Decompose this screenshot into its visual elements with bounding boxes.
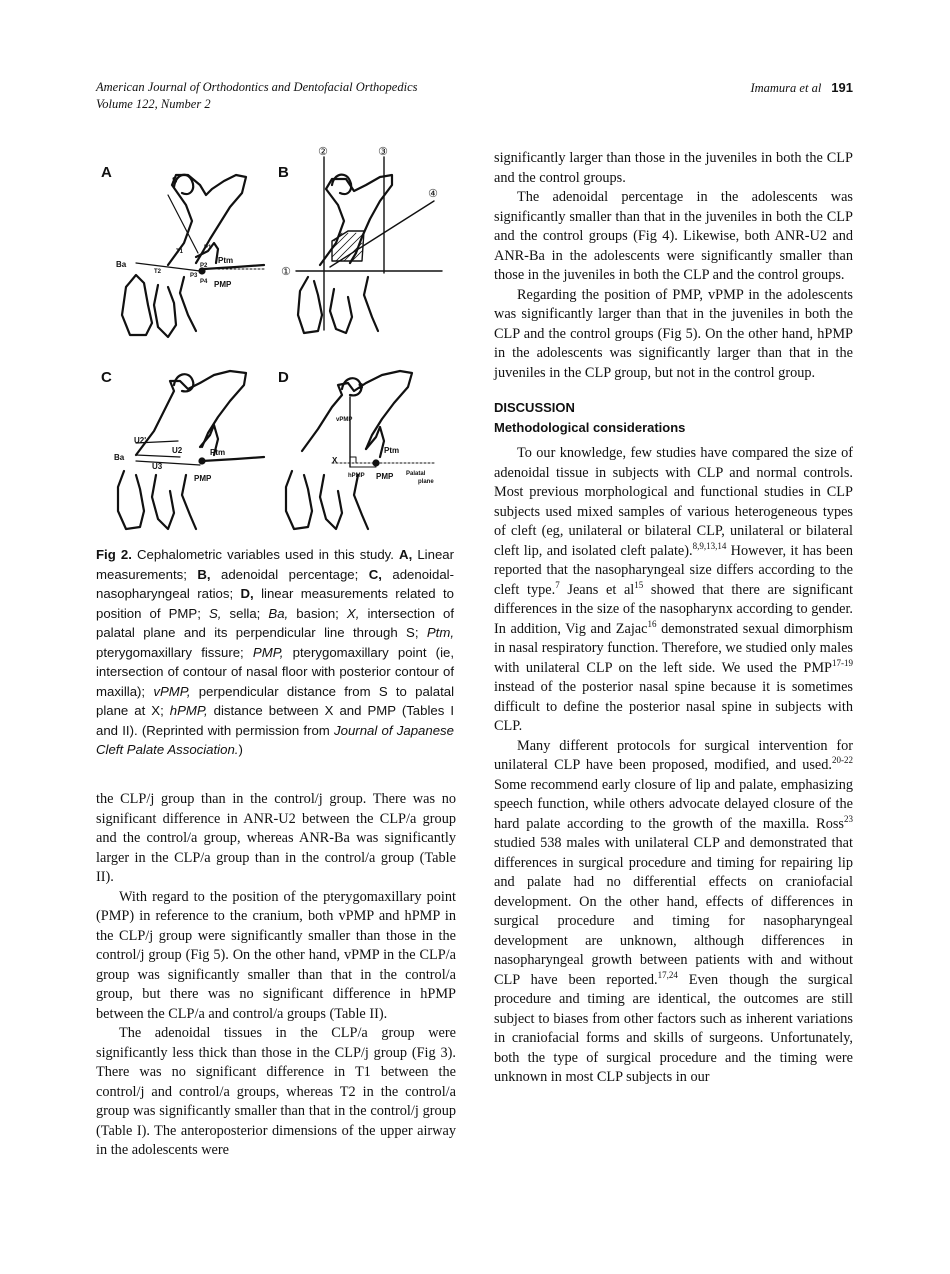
- paragraph: [96, 1024, 456, 1161]
- panel-a-label-p3: P3: [190, 273, 198, 279]
- paragraph: [494, 149, 853, 188]
- text-run: demonstrated sexual dimorphism in nasal respiratory function. Therefore, we studied only males with unilateral CLP on the left side. We used the PMP: [494, 620, 854, 676]
- caption-run: Ptm,: [426, 625, 454, 640]
- text-run: Even though the surgical procedure and timing are identical, the outcomes are still subject to biases from other factors such as inherent variations in craniofacial forms and skills of surgeons. Unfortunately, both the type of surgical procedure and the timing were unknown in most CLP subjects in our: [494, 971, 853, 1085]
- caption-run: adenoidal-nasopharyngeal ratios;: [96, 566, 454, 601]
- citation-superscript: 16: [647, 618, 657, 629]
- panel-c-letter: C: [101, 369, 112, 386]
- panel-a-vertebra-1: [122, 275, 152, 335]
- caption-body: [96, 547, 454, 757]
- panel-c-label-ptm: Ptm: [210, 448, 226, 457]
- caption-fig-label: Fig 2.: [96, 547, 132, 562]
- panel-c-pmp-point: [200, 459, 205, 464]
- caption-run: S,: [208, 605, 222, 621]
- text-run: the CLP/j group than in the control/j group. There was no significant difference in ANR-U2 between the CLP/a group and the control/a group, whereas ANR-Ba was significantly larger in the CLP/a group than in the control/a group (Table II).: [96, 791, 456, 885]
- caption-run: adenoidal percentage;: [210, 566, 369, 582]
- figure-2: [96, 145, 456, 540]
- panel-d-label-plane: plane: [418, 479, 434, 485]
- panel-d-cranial-base: [302, 371, 412, 451]
- panel-d-label-x: X: [332, 456, 338, 465]
- text-run: The adenoidal percentage in the adolescents was significantly smaller than that in the juveniles in both the CLP and the control groups (Fig 4). Likewise, both ANR-U2 and ANR-Ba in the adolescents were significantly smaller than those in the juveniles in both the CLP and the control groups.: [494, 189, 853, 283]
- text-run: Jeans et al: [559, 581, 635, 598]
- citation-superscript: 7: [555, 579, 560, 590]
- panel-b-letter: B: [278, 164, 289, 181]
- panel-b: [278, 146, 442, 333]
- caption-run: basion;: [288, 605, 347, 621]
- citation-superscript: 23: [844, 813, 853, 824]
- caption-run: Linear measurements;: [96, 547, 455, 582]
- panel-a-label-t1: T1: [176, 249, 184, 255]
- caption-run: Journal of Japanese Cleft Palate Association.: [96, 722, 454, 757]
- panel-d-label-ptm: Ptm: [384, 446, 400, 455]
- panel-c-vertebra-1: [118, 471, 144, 529]
- panel-a-pmp-point: [200, 269, 205, 274]
- panel-d-pharynx: [354, 475, 368, 529]
- right-column: [494, 149, 853, 1088]
- panel-a-label-ptm: Ptm: [218, 256, 234, 265]
- panel-a-vertebra-2: [154, 285, 176, 337]
- methodological-subheading: Methodological considerations: [494, 420, 686, 435]
- panel-c-palate: [202, 457, 264, 461]
- text-run: significantly larger than those in the juveniles in both the CLP and the control groups.: [494, 150, 853, 186]
- text-run: The adenoidal tissues in the CLP/a group were significantly less thick than those in the CLP/j group (Fig 3). There was no significant difference in T1 between the control/j and control/a groups, whereas T2 in the control/a group was significantly smaller than that in the control/j group (Table I). The anteroposterior dimensions of the upper airway in the adolescents were: [96, 1025, 456, 1158]
- caption-run: vPMP,: [153, 683, 191, 699]
- right-column-discussion: [494, 444, 853, 1088]
- text-run: Regarding the position of PMP, vPMP in the adolescents was significantly larger than that in the juveniles in both the CLP and the control groups (Fig 5). On the other hand, hPMP in the adolescents was significantly larger than that in the juveniles in the CLP group, but not in the control group.: [494, 286, 853, 381]
- panel-d-vertebra-1: [286, 471, 312, 529]
- text-run: instead of the posterior nasal spine because it is sometimes difficult to define the posterior nasal spine in subjects with CLP.: [494, 679, 853, 734]
- caption-run: B,: [197, 566, 211, 582]
- panel-a-label-p4: P4: [200, 279, 208, 285]
- panel-a-palate: [204, 265, 264, 269]
- panel-b-label-2: ②: [318, 146, 328, 158]
- panel-d-label-palatal: Palatal: [406, 471, 426, 477]
- right-column-results: [494, 149, 853, 383]
- panel-c-vertebra-2: [152, 475, 174, 529]
- paragraph: [494, 188, 853, 286]
- caption-run: hPMP,: [169, 703, 208, 718]
- panel-b-cranial-base: [320, 175, 392, 265]
- panel-c-u2-line: [136, 455, 180, 457]
- panel-c: [101, 369, 264, 529]
- panel-d-pmp-point: [374, 461, 379, 466]
- figure-caption: [96, 545, 454, 760]
- panel-a-label-p1: P1: [204, 245, 212, 251]
- caption-run: PMP,: [252, 644, 284, 660]
- cephalometric-figure: [96, 145, 456, 540]
- panel-d-right-angle: [350, 457, 356, 463]
- panel-b-label-1: ①: [281, 266, 291, 278]
- panel-d-label-vpmp: vPMP: [336, 417, 353, 423]
- caption-run: perpendicular distance from S to palatal plane at X;: [96, 683, 454, 718]
- header-authors: Imamura et al: [750, 81, 822, 95]
- caption-run: pterygomaxillary fissure;: [96, 644, 253, 660]
- panel-c-pharynx: [182, 475, 196, 529]
- caption-run: linear measurements related to position of PMP;: [96, 586, 454, 621]
- page-number: 191: [831, 80, 853, 95]
- panel-c-label-u2: U2: [172, 446, 183, 455]
- panel-b-pharynx: [364, 277, 378, 331]
- caption-run: sella;: [221, 605, 269, 621]
- caption-run: A,: [399, 547, 413, 562]
- citation-superscript: 17-19: [832, 657, 853, 668]
- panel-d-label-hpmp: hPMP: [348, 473, 365, 479]
- caption-run: ): [238, 742, 243, 757]
- citation-superscript: 20-22: [832, 755, 853, 766]
- caption-run: distance between X and PMP (Tables I and II). (Reprinted with permission from: [96, 703, 455, 738]
- text-run: However, it has been reported that the nasopharyngeal size differs according to the cleft type.: [494, 542, 853, 598]
- panel-b-vertebra-1: [298, 277, 322, 333]
- panel-b-vertebra-2: [330, 289, 352, 333]
- panel-c-label-ba: Ba: [114, 453, 125, 462]
- panel-a: [101, 164, 264, 337]
- text-run: Many different protocols for surgical intervention for unilateral CLP have been proposed, modified, and used.: [494, 737, 853, 773]
- caption-run: C,: [368, 566, 382, 582]
- text-run: Some recommend early closure of lip and palate, emphasizing speech function, while others advocate delayed closure of the hard palate according to the growth of the maxilla. Ross: [494, 776, 853, 832]
- caption-run: X,: [346, 605, 360, 621]
- paragraph: [494, 737, 853, 1088]
- caption-run: intersection of palatal plane and its perpendicular line through S;: [96, 605, 454, 640]
- panel-d: [278, 369, 436, 529]
- panel-a-label-s: S: [172, 176, 178, 185]
- panel-d-letter: D: [278, 369, 289, 386]
- caption-run: pterygomaxillary point (ie, intersection of contour of nasal floor with posterior contour of maxilla);: [96, 644, 454, 699]
- text-run: studied 538 males with unilateral CLP and demonstrated that differences in surgical procedure and timing for repairing lip and palate had no differential effects on craniofacial development. On the other hand, effects of differences in surgical procedure and timing for nasopharyngeal development are unknown, although differences in nasopharyngeal growth between patients with and without CLP have been reported.: [494, 835, 853, 988]
- panel-a-label-p2: P2: [200, 263, 208, 269]
- left-column: [96, 790, 456, 1161]
- panel-c-sella: [174, 374, 193, 391]
- panel-b-label-3: ③: [378, 146, 388, 158]
- panel-d-label-s: S: [358, 382, 364, 391]
- paragraph: [96, 888, 456, 1025]
- caption-run: D,: [240, 586, 254, 601]
- running-header-page: [750, 79, 853, 97]
- journal-title: American Journal of Orthodontics and Dentofacial Orthopedics: [96, 80, 418, 94]
- panel-c-label-u2-prime: U2': [134, 436, 147, 445]
- panel-d-label-pmp: PMP: [376, 472, 394, 481]
- panel-a-label-pmp: PMP: [214, 280, 232, 289]
- discussion-heading: DISCUSSION: [494, 400, 575, 415]
- panel-a-label-t2: T2: [154, 269, 162, 275]
- panel-c-label-pmp: PMP: [194, 474, 212, 483]
- panel-b-line-4: [330, 201, 434, 267]
- panel-a-pharynx: [180, 277, 196, 331]
- citation-superscript: 8,9,13,14: [692, 540, 727, 551]
- citation-superscript: 17,24: [657, 969, 678, 980]
- caption-run: Ba,: [268, 605, 289, 621]
- text-run: To our knowledge, few studies have compared the size of adenoidal tissue in subjects with CLP and normal controls. Most previous morphological and functional studies in CLP subjects used mixed samples of various heterogeneous types of cleft (eg, unilateral or bilateral CLP, unilateral or bilateral cleft lip, and isolated cleft palate).: [494, 445, 853, 559]
- paragraph: [494, 286, 853, 384]
- text-run: With regard to the position of the pterygomaxillary point (PMP) in reference to the cranium, both vPMP and hPMP in the CLP/j group were significantly smaller than those in the control/j group (Fig 5). On the other hand, vPMP in the CLP/a group was significantly smaller than that in the control/a group, but there was no significant difference in hPMP between the CLP/a and control/a groups (Table II).: [96, 888, 456, 1022]
- panel-a-letter: A: [101, 164, 112, 181]
- panel-b-label-4: ④: [428, 188, 438, 200]
- text-run: showed that there are significant differences in the size of the nasopharynx according to gender. In addition, Vig and Zajac: [494, 581, 853, 637]
- paragraph: [96, 790, 456, 888]
- panel-c-label-u3: U3: [152, 462, 163, 471]
- panel-a-label-ba: Ba: [116, 260, 127, 269]
- paragraph: [494, 444, 853, 737]
- caption-run: Cephalometric variables used in this study.: [131, 547, 400, 562]
- citation-superscript: 15: [634, 579, 644, 590]
- journal-volume: Volume 122, Number 2: [96, 97, 211, 111]
- panel-d-vertebra-2: [320, 475, 342, 529]
- panel-c-u3-line: [136, 461, 200, 465]
- running-header-journal: [96, 79, 418, 113]
